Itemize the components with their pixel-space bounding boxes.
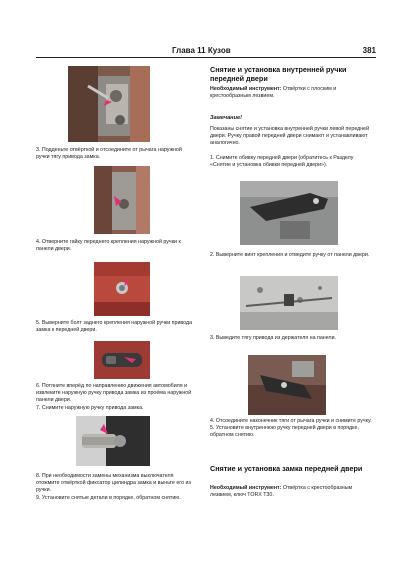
left-caption-3: 5. Выверните болт заднего крепления наружной ручки привода замка к передней двери. (36, 320, 193, 334)
heading-inner-handle: Снятие и установка внутренней ручки передней двери (210, 65, 347, 83)
left-caption-4a: 6. Потяните вперёд по направлению движения автомобиля и извлеките наружную ручку привода замка из проёма наружной панели двери. (36, 383, 192, 404)
tool-text-1: Отвёртки с плоским и крестообразным лезвием. (210, 86, 337, 100)
step-1: 1. Снимите обивку передней двери (обратитесь к Разделу «Снятие и установка обивки передней двери»). (210, 155, 354, 169)
heading-door-lock: Снятие и установка замка передней двери (210, 464, 363, 473)
page-number: 381 (362, 46, 376, 55)
left-caption-4 (36, 383, 196, 412)
step-4: 4. Отсоедините наконечник тяги от рычага ручки и снимите ручку. (210, 418, 372, 424)
left-caption-5 (36, 473, 196, 502)
left-caption-5b: 9. Установите снятые детали в порядке, обратном снятию. (36, 494, 181, 501)
step-2: 2. Выверните винт крепления и отведите ручку от панели двери. (210, 252, 370, 258)
page-header (36, 45, 376, 59)
steps-4-5 (210, 418, 372, 440)
photo-rod-holder (240, 276, 338, 330)
step-5: 5. Установите внутреннюю ручку передней двери в порядке, обратном снятию. (210, 425, 359, 439)
tool-required-2 (210, 485, 372, 499)
left-caption-4b: 7. Снимите наружную ручку привода замка. (36, 404, 144, 411)
photo-front-nut (94, 166, 150, 234)
photo-rear-bolt (94, 262, 150, 316)
note-text: Показаны снятие и установка внутренней ручки левой передней двери. Ручку правой передней двери снимают и устанавливают аналогично. (210, 126, 370, 147)
left-caption-2: 4. Отверните гайку переднего крепления наружной ручки к панели двери. (36, 239, 181, 253)
step-3: 3. Выведите тягу привода из держателя на панели. (210, 335, 337, 341)
tool-label-1: Необходимый инструмент: (210, 86, 282, 92)
note-label: Замечание! (210, 115, 242, 121)
tool-text-2: Отвёртка с крестообразным лезвием, ключ TORX T30. (210, 485, 353, 499)
photo-inner-handle-screw (240, 181, 338, 245)
photo-remove-handle (94, 341, 150, 379)
photo-rod-end (248, 355, 326, 415)
photo-handle-rod (68, 66, 150, 142)
left-caption-1: 3. Подденьте отвёрткой и отсоедините от рычага наружной ручки тягу привода замка. (36, 147, 182, 161)
photo-lock-cylinder (76, 416, 150, 466)
left-caption-5a: 8. При необходимости замены механизма выключателя отожмите отвёрткой фиксатор цилиндра замка и выньте его из ручки. (36, 473, 191, 494)
tool-required-1 (210, 86, 372, 100)
tool-label-2: Необходимый инструмент: (210, 485, 282, 491)
chapter-title: Глава 11 Кузов (172, 46, 231, 55)
header-rule (36, 57, 376, 58)
